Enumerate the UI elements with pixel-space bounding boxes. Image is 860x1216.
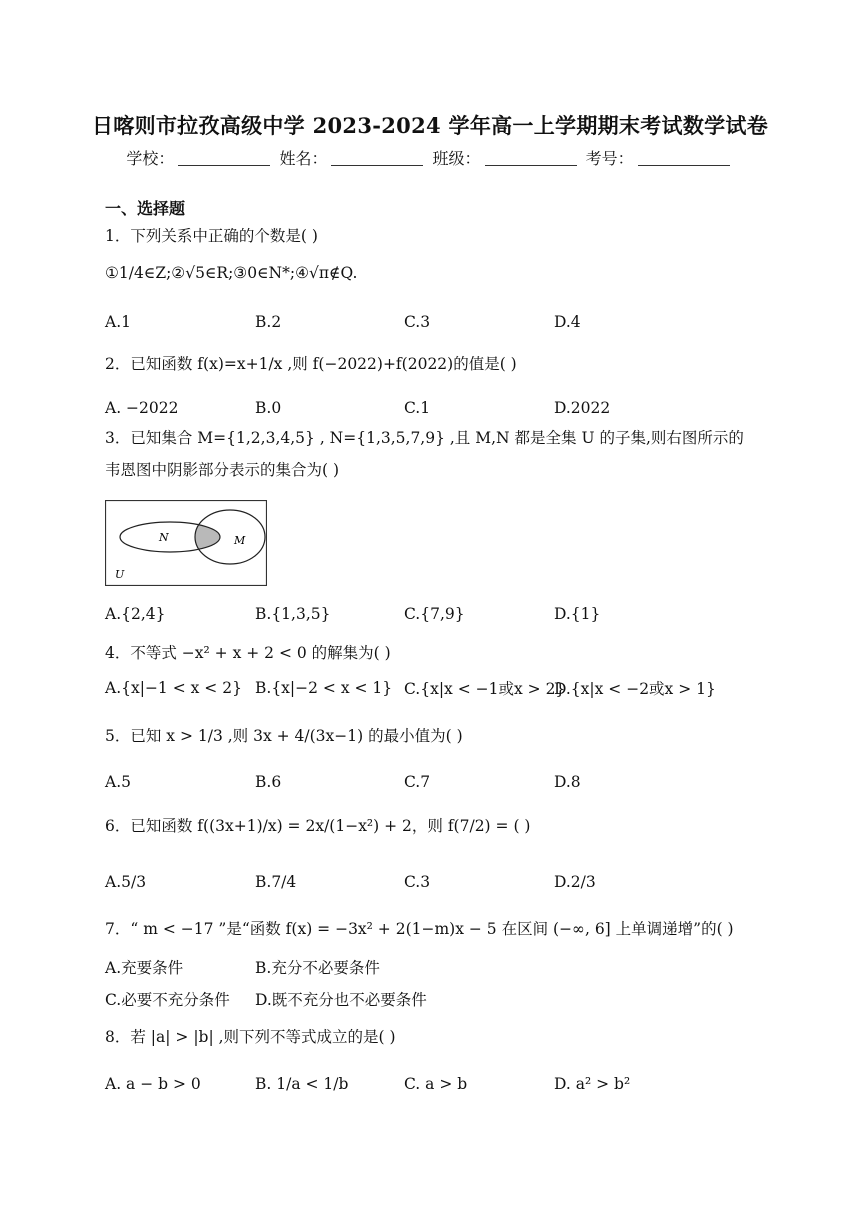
school-label: 学校： — [126, 149, 175, 168]
set-u-label: U — [115, 568, 125, 581]
option-c[interactable]: C.7 — [404, 773, 431, 791]
question-6-stem: 6．已知函数 f((3x+1)/x) = 2x/(1−x²) + 2，则 f(7/2) = ( ) — [105, 817, 531, 835]
option-b[interactable]: B.{x|−2 < x < 1} — [255, 679, 393, 697]
venn-diagram — [105, 500, 267, 586]
question-4-options — [105, 668, 765, 708]
question-3-stem: 3．已知集合 M={1,2,3,4,5} , N={1,3,5,7,9} ,且 M,N 都是全集 U 的子集,则右图所示的韦恩图中阴影部分表示的集合为( ) — [105, 429, 744, 479]
option-d[interactable]: D.8 — [554, 773, 581, 791]
section-heading: 一、选择题 — [105, 199, 186, 218]
option-b[interactable]: B.2 — [255, 313, 282, 331]
option-d[interactable]: D.{x|x < −2或x > 1} — [554, 680, 716, 698]
option-b[interactable]: B.充分不必要条件 — [255, 959, 380, 977]
option-c[interactable]: C. a > b — [404, 1075, 468, 1093]
option-b[interactable]: B.{1,3,5} — [255, 605, 331, 623]
option-c[interactable]: C.1 — [404, 399, 431, 417]
question-6-options — [105, 862, 765, 902]
set-n-label: N — [159, 531, 169, 544]
question-1-options — [105, 302, 765, 342]
option-b[interactable]: B.0 — [255, 399, 282, 417]
name-label: 姓名： — [279, 149, 328, 168]
option-c[interactable]: C.{7,9} — [404, 605, 465, 623]
option-b[interactable]: B. 1/a < 1/b — [255, 1075, 349, 1093]
option-c[interactable]: C.必要不充分条件 — [105, 991, 230, 1009]
question-2-stem: 2．已知函数 f(x)=x+1/x ,则 f(−2022)+f(2022)的值是( ) — [105, 355, 517, 373]
question-1-stem: 1．下列关系中正确的个数是( ) — [105, 227, 318, 245]
class-label: 班级： — [432, 149, 481, 168]
class-blank[interactable] — [485, 151, 577, 166]
option-d[interactable]: D.4 — [554, 313, 581, 331]
option-d[interactable]: D. a² > b² — [554, 1075, 631, 1093]
option-d[interactable]: D.{1} — [554, 605, 601, 623]
question-7-options-row2 — [105, 979, 765, 1019]
exam-title: 日喀则市拉孜高级中学 2023-2024 学年高一上学期期末考试数学试卷 — [91, 113, 769, 138]
question-1-statements: ①1/4∈Z;②√5∈R;③0∈N*;④√π∉Q. — [105, 264, 358, 282]
question-4-stem: 4．不等式 −x² + x + 2 < 0 的解集为( ) — [105, 644, 391, 662]
question-3-options — [105, 594, 765, 634]
option-a[interactable]: A.充要条件 — [105, 959, 184, 977]
student-info-line — [0, 146, 860, 169]
question-5-options — [105, 762, 765, 802]
option-d[interactable]: D.2022 — [554, 399, 611, 417]
option-c[interactable]: C.3 — [404, 873, 431, 891]
option-b[interactable]: B.7/4 — [255, 873, 297, 891]
option-a[interactable]: A. a − b > 0 — [105, 1075, 201, 1093]
school-blank[interactable] — [178, 151, 270, 166]
option-a[interactable]: A.{x|−1 < x < 2} — [105, 679, 242, 697]
option-a[interactable]: A.1 — [105, 313, 131, 331]
name-blank[interactable] — [331, 151, 423, 166]
question-8-options — [105, 1064, 765, 1104]
question-8-stem: 8．若 |a| > |b| ,则下列不等式成立的是( ) — [105, 1028, 396, 1046]
number-blank[interactable] — [638, 151, 730, 166]
option-a[interactable]: A.5 — [105, 773, 131, 791]
number-label: 考号： — [585, 149, 634, 168]
option-d[interactable]: D.2/3 — [554, 873, 596, 891]
set-m-label: M — [234, 534, 246, 547]
option-c[interactable]: C.3 — [404, 313, 431, 331]
question-7-stem: 7．“ m < −17 ”是“函数 f(x) = −3x² + 2(1−m)x − 5 在区间 (−∞, 6] 上单调递增”的( ) — [105, 920, 734, 938]
option-c[interactable]: C.{x|x < −1或x > 2} — [404, 680, 566, 698]
option-a[interactable]: A.5/3 — [105, 873, 147, 891]
option-a[interactable]: A. −2022 — [105, 399, 179, 417]
question-5-stem: 5．已知 x > 1/3 ,则 3x + 4/(3x−1) 的最小值为( ) — [105, 727, 463, 745]
option-d[interactable]: D.既不充分也不必要条件 — [255, 991, 427, 1009]
option-b[interactable]: B.6 — [255, 773, 282, 791]
option-a[interactable]: A.{2,4} — [105, 605, 166, 623]
